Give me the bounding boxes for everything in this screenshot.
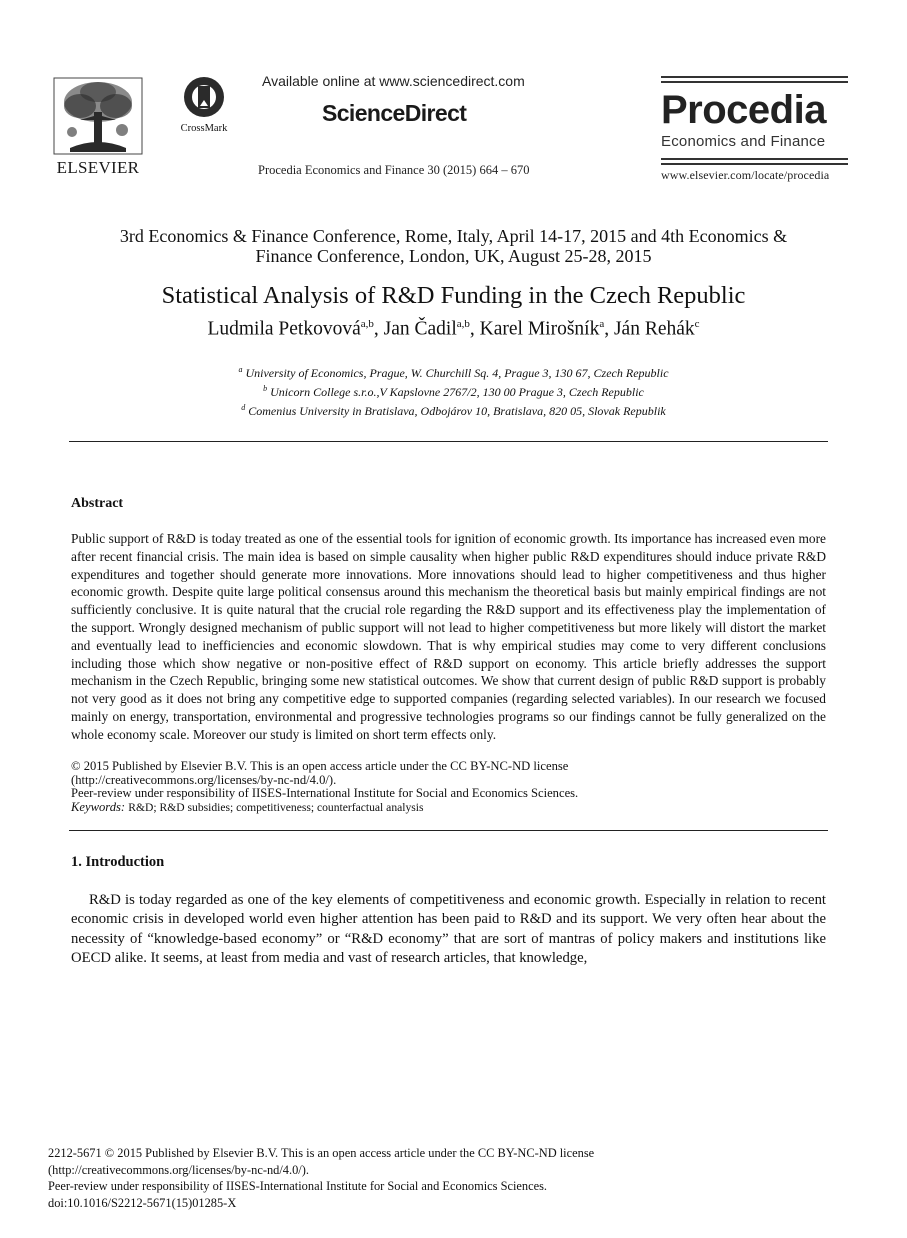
sciencedirect-logo[interactable]: ScienceDirect <box>322 100 467 126</box>
author-name: Jan Čadil <box>383 318 457 340</box>
affiliation-text: University of Economics, Prague, W. Churchill Sq. 4, Prague 3, 130 67, Czech Republic <box>245 366 669 380</box>
author-name: Karel Mirošník <box>479 318 600 340</box>
crossmark-icon <box>176 76 232 120</box>
paper-title: Statistical Analysis of R&D Funding in the Czech Republic <box>161 282 746 309</box>
abstract-heading: Abstract <box>71 496 124 511</box>
affiliation-item <box>40 362 867 381</box>
masthead-rule <box>661 76 848 78</box>
affiliation-mark: d <box>241 403 246 412</box>
crossmark-label: CrossMark <box>180 123 228 134</box>
keywords-label: Keywords: <box>71 800 126 815</box>
footer-issn-license: 2212-5671 © 2015 Published by Elsevier B.V. This is an open access article under the CC BY-NC-ND license <box>48 1146 595 1160</box>
affiliation-text: Comenius University in Bratislava, Odbojárov 10, Bratislava, 820 05, Slovak Republik <box>248 404 666 418</box>
keywords-row <box>71 801 826 815</box>
crossmark-badge[interactable] <box>176 76 232 132</box>
abstract-divider <box>69 830 828 831</box>
author-list <box>40 318 867 341</box>
conference-info <box>40 226 867 266</box>
affiliation-mark: b <box>263 384 268 393</box>
conference-line: Finance Conference, London, UK, August 25-28, 2015 <box>255 246 652 266</box>
keywords-value: R&D; R&D subsidies; competitiveness; counterfactual analysis <box>128 801 424 815</box>
elsevier-tree-icon <box>50 76 146 156</box>
author-name: Ludmila Petkovová <box>207 318 361 340</box>
footer-license-link[interactable]: (http://creativecommons.org/licenses/by-nc-nd/4.0/). <box>48 1162 309 1177</box>
affiliation-text: Unicorn College s.r.o.,V Kapslovne 2767/2, 130 00 Prague 3, Czech Republic <box>270 385 644 399</box>
license-link[interactable]: (http://creativecommons.org/licenses/by-nc-nd/4.0/). <box>71 772 337 787</box>
author-separator: , <box>373 318 384 340</box>
affiliation-item <box>40 400 867 419</box>
affiliation-mark: a <box>238 365 243 374</box>
masthead-rule <box>661 163 848 165</box>
masthead-rule <box>661 81 848 83</box>
procedia-title: Procedia <box>661 88 826 132</box>
author-affiliation-mark: a <box>599 318 605 330</box>
journal-reference: Procedia Economics and Finance 30 (2015) 664 – 670 <box>258 163 530 177</box>
conference-line: 3rd Economics & Finance Conference, Rome, Italy, April 14-17, 2015 and 4th Economics & <box>119 226 788 246</box>
footer-peer-review: Peer-review under responsibility of IISES-International Institute for Social and Economics Sciences. <box>48 1179 548 1193</box>
author-affiliation-mark: a,b <box>360 318 374 330</box>
footer-doi[interactable]: doi:10.1016/S2212-5671(15)01285-X <box>48 1195 237 1210</box>
license-text: © 2015 Published by Elsevier B.V. This is an open access article under the CC BY-NC-ND license <box>71 759 569 773</box>
author-affiliation-mark: c <box>694 318 700 330</box>
author-name: Ján Rehák <box>613 318 695 340</box>
affiliation-item <box>40 381 867 400</box>
elsevier-wordmark: ELSEVIER <box>56 158 140 177</box>
page-footer <box>48 1145 848 1211</box>
introduction-body: R&D is today regarded as one of the key elements of competitiveness and economic growth. Especially in relation to recent economic crisis in developed world even higher attention has been paid to R&D and its support. We very often hear about the necessity of “knowledge-based economy” or “R&D economy” that are sort of mantras of policy makers and institutions like OECD alike. It seems, at least from media and vast of research articles, that knowledge, <box>71 892 826 966</box>
author-affiliation-mark: a,b <box>456 318 470 330</box>
procedia-subtitle: Economics and Finance <box>661 133 826 150</box>
available-online-text: Available online at www.sciencedirect.com <box>262 73 525 89</box>
procedia-masthead <box>661 76 848 183</box>
masthead-rule <box>661 158 848 160</box>
section-heading-introduction: 1. Introduction <box>71 854 165 870</box>
author-separator: , <box>604 318 614 340</box>
elsevier-logo <box>50 76 146 178</box>
affiliation-list <box>40 362 867 419</box>
abstract-body: Public support of R&D is today treated as one of the essential tools for ignition of economic growth. Its importance has increased even more after recent financial crisis. The main idea is based on simple causality when higher public R&D expenditures should induce private R&D expenditures and together should generate more innovations. More innovations should lead to higher competitiveness and thus higher economic growth. Despite quite large political consensus around this mechanism the theoretical basis but mainly empirical findings are not sufficiently conclusive. It is quite natural that the crucial role regarding the R&D support and its effectiveness play the implementation of the support. Wrongly designed mechanism of public support will not lead to higher competitiveness but more likely will distort the market and eventually lead to inefficiencies and economic slowdown. That is why empirical studies may come to very different conclusions including those which show negative or non-positive effect of R&D support on economy. This article briefly addresses the support mechanism in the Czech Republic, bringing some new statistical outcomes. We show that current design of public R&D support is probably not very good as it does not bring any competitive edge to supported companies (regarding selected variables). In our research we focused mainly on energy, transportation, environmental and progressive technologies programs so our findings cannot be fully generalized on the whole economy scale. Moreover our study is limited on short term effects only. <box>71 531 826 742</box>
header-divider <box>69 441 828 442</box>
abstract-meta <box>71 760 826 815</box>
procedia-url-link[interactable]: www.elsevier.com/locate/procedia <box>661 168 830 182</box>
peer-review-text: Peer-review under responsibility of IISES-International Institute for Social and Economics Sciences. <box>71 786 579 801</box>
author-separator: , <box>469 318 480 340</box>
